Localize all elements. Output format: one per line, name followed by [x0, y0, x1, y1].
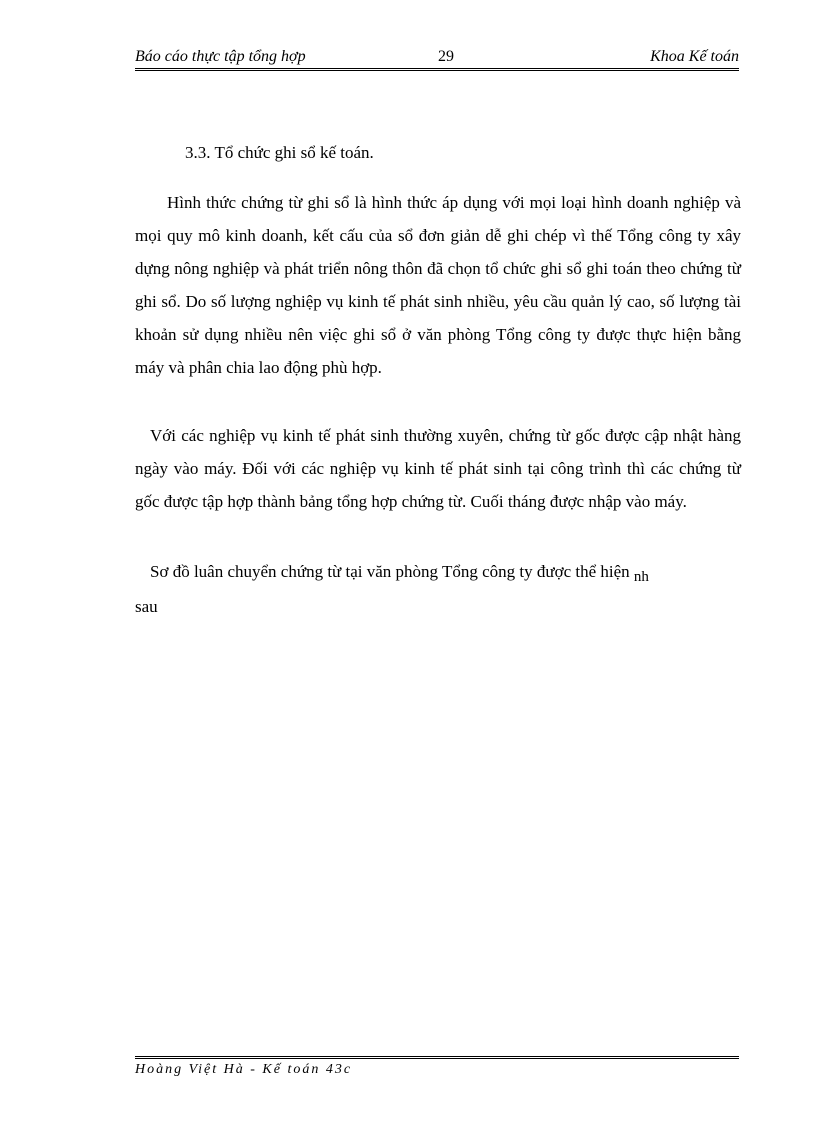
paragraph-1: Hình thức chứng từ ghi sổ là hình thức áp dụng với mọi loại hình doanh nghiệp và mọi quy mô kinh doanh, kết cấu của sổ đơn giản dễ ghi chép vì thế Tổng công ty xây dựng nông nghiệp và phát triển nông thôn đã chọn tổ chức ghi sổ ghi toán theo chứng từ ghi sổ. Do số lượng nghiệp vụ kinh tế phát sinh nhiều, yêu cầu quản lý cao, số lượng tài khoản sử dụng nhiều nên việc ghi sổ ở văn phòng Tổng công ty được thực hiện bằng máy và phân chia lao động phù hợp.	[135, 193, 741, 377]
header-department: Khoa Kế toán	[650, 48, 739, 65]
page-header	[135, 48, 739, 70]
header-divider	[135, 68, 739, 71]
paragraph-3-end: sau	[135, 597, 158, 616]
section-heading: 3.3. Tổ chức ghi sổ kế toán.	[185, 143, 374, 162]
footer-divider	[135, 1056, 739, 1059]
paragraph-2: Với các nghiệp vụ kinh tế phát sinh thường xuyên, chứng từ gốc được cập nhật hàng ngày vào máy. Đối với các nghiệp vụ kinh tế phát sinh tại công trình thì các chứng từ gốc được tập hợp thành bảng tổng hợp chứng từ. Cuối tháng được nhập vào máy.	[135, 426, 741, 511]
page-number: 29	[438, 48, 454, 65]
paragraph-3-main: Sơ đồ luân chuyển chứng từ tại văn phòng Tổng công ty được thể hiện	[150, 562, 634, 581]
paragraph-3	[135, 555, 741, 623]
page-footer: Hoàng Việt Hà - Kế toán 43c	[135, 1062, 353, 1077]
header-report-title: Báo cáo thực tập tổng hợp	[135, 48, 306, 65]
paragraph-3-tail: nh	[633, 569, 649, 585]
